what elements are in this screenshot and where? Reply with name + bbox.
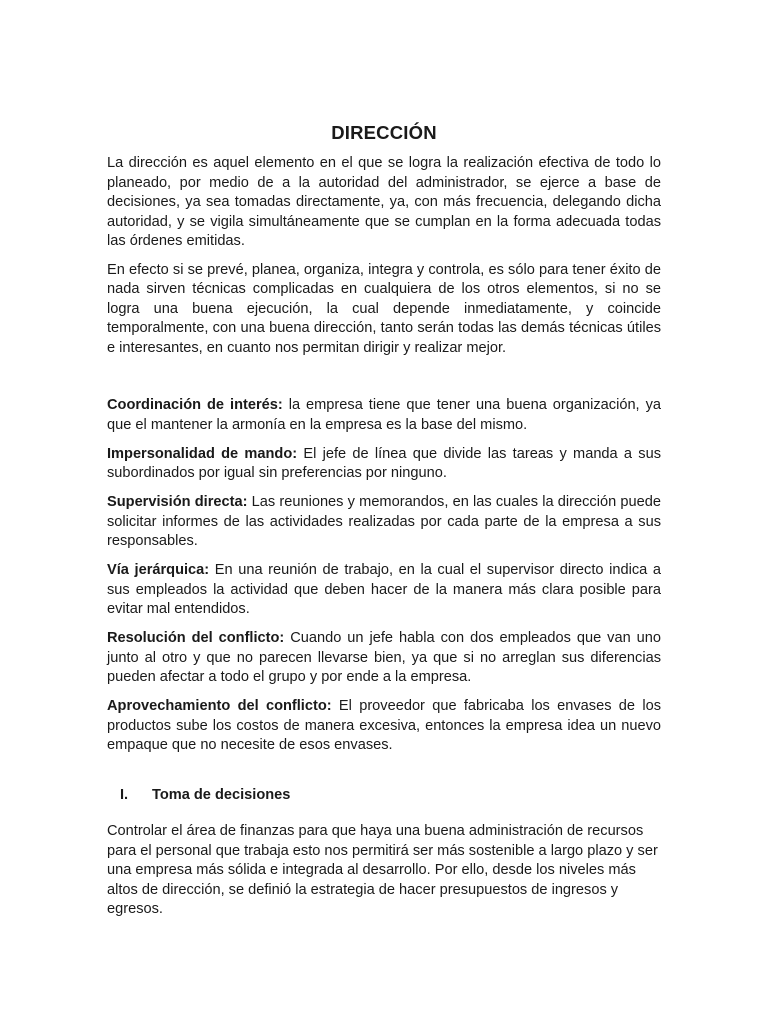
item-text: El proveedor que fabricaba los envases de los productos sube los costos de manera excesiva, entonces la empresa idea un nuevo empaque que no necesite de esos envases. <box>107 698 661 754</box>
item-term: Resolución del conflicto: <box>107 630 285 647</box>
list-item <box>107 396 661 435</box>
list-item <box>107 697 661 756</box>
intro-paragraph: La dirección es aquel elemento en el que se logra la realización efectiva de todo lo planeado, por medio de a la autoridad del administrador, se ejerce a base de decisiones, ya sea tomadas directamente, ya, con más frecuencia, delegando dicha autoridad, y se vigila simultáneamente que se cumplan en la forma adecuada todas las órdenes emitidas. <box>107 155 661 249</box>
list-item <box>107 445 661 484</box>
section-paragraph: Controlar el área de finanzas para que haya una buena administración de recursos para el personal que trabaja esto nos permitirá ser más sostenible a largo plazo y ser una empresa más sólida e integrada al desarrollo. Por ello, desde los niveles más altos de dirección, se definió la estrategia de hacer presupuestos de ingresos y egresos. <box>107 823 658 918</box>
section-title: Toma de decisiones <box>152 786 291 803</box>
intro-paragraph: En efecto si se prevé, planea, organiza, integra y controla, es sólo para tener éxito de nada sirven técnicas complicadas en cualquiera de los otros elementos, si no se logra una buena ejecución, la cual depende inmediatamente, y coincide temporalmente, con una buena dirección, tanto serán todas las demás técnicas útiles e interesantes, en cuanto nos permitan dirigir y realizar mejor. <box>107 261 661 356</box>
principles-list <box>107 396 661 756</box>
item-text: Cuando un jefe habla con dos empleados que van uno junto al otro y que no parecen llevarse bien, ya que si no arreglan sus diferencias pueden afectar a todo el grupo y por ende a la empresa. <box>107 630 661 686</box>
item-text: En una reunión de trabajo, en la cual el supervisor directo indica a sus empleados la actividad que deben hacer de la manera más clara posible para evitar mal entendidos. <box>107 562 661 618</box>
section-heading <box>120 786 661 806</box>
item-term: Aprovechamiento del conflicto: <box>107 698 332 715</box>
item-term: Coordinación de interés: <box>107 397 283 413</box>
list-item <box>107 493 661 552</box>
list-item <box>107 561 661 620</box>
document-page <box>107 0 661 920</box>
item-text: la empresa tiene que tener una buena organización, ya que el mantener la armonía en la empresa es la base del mismo. <box>107 397 661 433</box>
item-term: Supervisión directa: <box>107 494 248 511</box>
item-term: Impersonalidad de mando: <box>107 445 298 462</box>
list-item <box>107 629 661 688</box>
item-text: El jefe de línea que divide las tareas y manda a sus subordinados por igual sin preferencias por ninguno. <box>107 445 662 482</box>
item-term: Vía jerárquica: <box>107 562 210 579</box>
item-text: Las reuniones y memorandos, en las cuales la dirección puede solicitar informes de las actividades realizadas por cada parte de la empresa a sus responsables. <box>107 494 661 550</box>
section-number: I. <box>120 786 129 803</box>
document-title: DIRECCIÓN <box>331 122 437 143</box>
